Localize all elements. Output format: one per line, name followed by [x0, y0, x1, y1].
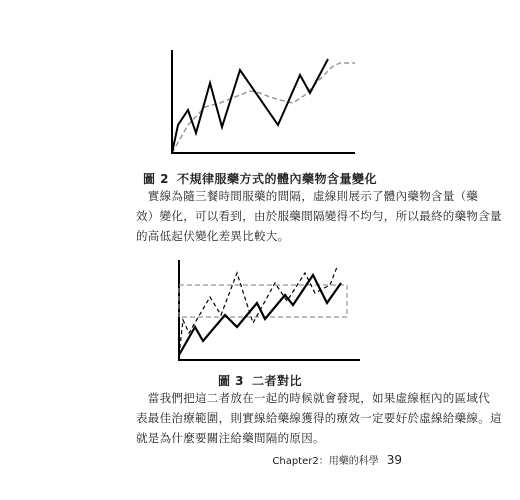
paragraph-2-line-1: 當我們把這二者放在一起的時候就會發現，如果虛線框內的區域代: [136, 391, 490, 405]
figure-3-caption-text: 二者對比: [252, 374, 303, 388]
paragraph-2-line-2: 表最佳治療範圍，則實線給藥線獲得的療效一定要好於虛線給藥線。這: [136, 411, 502, 425]
figure-2-solid-line: [172, 59, 328, 153]
figure-3-caption: [0, 372, 520, 389]
figure-2-dashed-trend: [172, 63, 355, 153]
page-number: 39: [386, 453, 402, 467]
figure-2-axes: [172, 50, 355, 153]
figure-2-caption: [0, 170, 520, 187]
figure-3-number: 圖 3: [217, 374, 244, 388]
figure-2-caption-text: 不規律服藥方式的體內藥物含量變化: [177, 172, 378, 186]
paragraph-1-line-3: 的高低起伏變化差異比較大。: [136, 229, 290, 243]
paragraph-1-line-2: 效）變化，可以看到，由於服藥間隔變得不均勻，所以最終的藥物含量: [136, 209, 502, 223]
figure-3-therapeutic-range-box: [179, 285, 347, 317]
figure-3-solid-line: [179, 275, 341, 355]
paragraph-2: [136, 388, 502, 448]
figure-3-chart: [165, 255, 365, 367]
paragraph-1: [136, 186, 502, 246]
chapter-label: Chapter2：用藥的科學: [272, 456, 379, 467]
figure-2-number: 圖 2: [142, 172, 169, 186]
page-footer: [272, 452, 402, 467]
figure-3-axes: [179, 260, 360, 360]
figure-2-chart: [160, 45, 360, 160]
paragraph-2-line-3: 就是為什麼要關注給藥間隔的原因。: [136, 431, 325, 445]
paragraph-1-line-1: 實線為隨三餐時間服藥的間隔，虛線則展示了體內藥物含量（藥: [136, 189, 479, 203]
